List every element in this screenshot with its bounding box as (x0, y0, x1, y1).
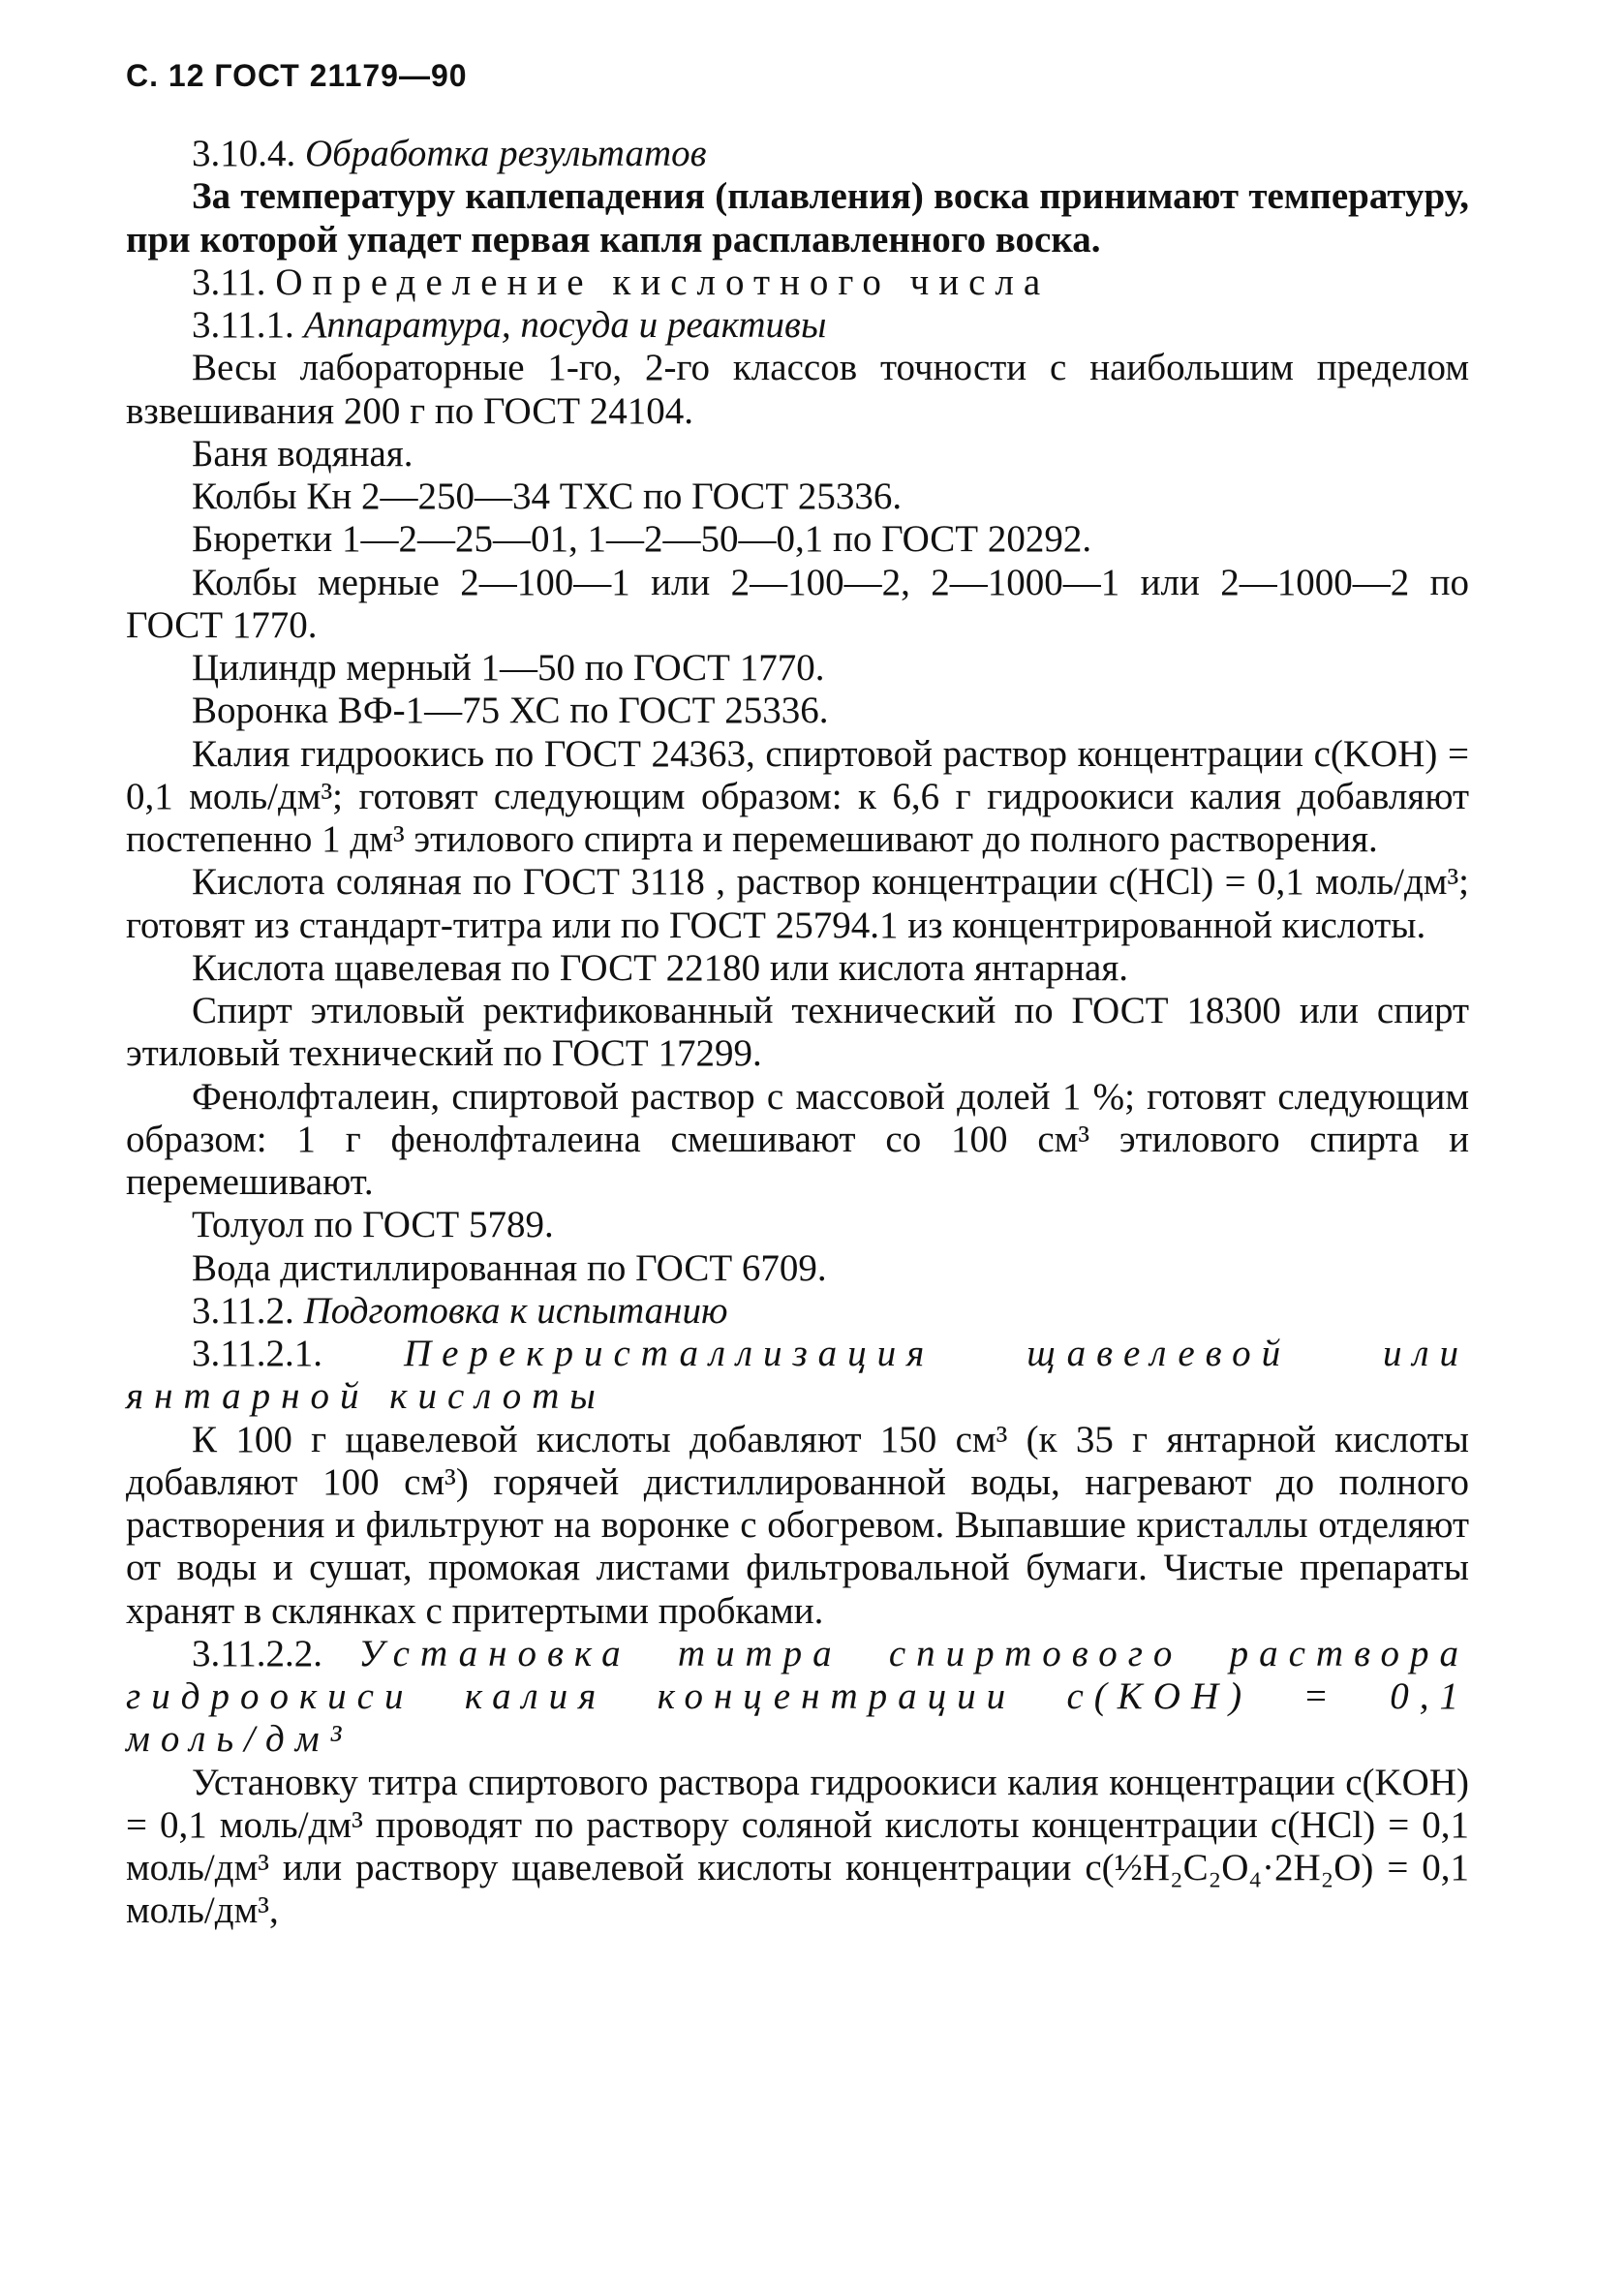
section-3-11-2-1-heading (126, 1333, 1469, 1419)
reagent-item: Кислота соляная по ГОСТ 3118 , раствор концентрации c(HCl) = 0,1 моль/дм³; готовят из стандарт-титра или по ГОСТ 25794.1 из концентрированной кислоты. (126, 861, 1469, 946)
section-3-11-1-heading (126, 304, 1469, 347)
reagent-item: Фенолфталеин, спиртовой раствор с массовой долей 1 %; готовят следующим образом: 1 г фенолфталеина смешивают со 100 см³ этилового спирта и перемешивают. (126, 1075, 1469, 1203)
section-title: Аппаратура, посуда и реактивы (303, 304, 827, 346)
section-3-11-2-1-text: К 100 г щавелевой кислоты добавляют 150 см³ (к 35 г янтарной кислоты добавляют 100 см³) горячей дистиллированной воды, нагревают до полного растворения и фильтруют на воронке с обогревом. Выпавшие кристаллы отделяют от воды и сушат, промокая листами фильтровальной бумаги. Чистые препараты хранят в склянках с притертыми пробками. (126, 1418, 1469, 1632)
document-body (126, 133, 1469, 1933)
section-number: 3.10.4. (192, 133, 296, 174)
section-number: 3.11.2.1. (192, 1333, 323, 1374)
reagent-item: Вода дистиллированная по ГОСТ 6709. (192, 1246, 827, 1289)
equipment-item: Воронка ВФ-1—75 ХС по ГОСТ 25336. (192, 690, 829, 732)
section-3-10-4-text: За температуру каплепадения (плавления) воска принимают температуру, при которой упадет первая капля расплавленного воска. (126, 175, 1469, 261)
reagent-item: Кислота щавелевая по ГОСТ 22180 или кислота янтарная. (192, 946, 1129, 989)
section-3-11-2-2-text: Установку титра спиртового раствора гидроокиси калия концентрации c(KOH) = 0,1 моль/дм³ проводят по раствору соляной кислоты концентрации c(HCl) = 0,1 моль/дм³ или раствору щавелевой кислоты концентрации c(½H₂C₂O₄·2H₂O) = 0,1 моль/дм³, (126, 1761, 1469, 1932)
section-title: Подготовка к испытанию (303, 1289, 728, 1332)
section-3-11-2-2-heading (126, 1633, 1469, 1762)
section-title: Определение кислотного числа (275, 261, 1051, 303)
section-title: Установка титра спиртового раствора гидроокиси калия концентрации c(KOH) = 0,1 моль/дм³ (126, 1632, 1469, 1761)
section-title: Перекристаллизация щавелевой или янтарной кислоты (126, 1333, 1469, 1418)
section-3-10-4-heading (126, 133, 1469, 175)
equipment-item: Колбы Кн 2—250—34 ТХС по ГОСТ 25336. (192, 476, 903, 517)
section-number: 3.11. (192, 261, 266, 303)
equipment-item: Баня водяная. (192, 432, 414, 475)
section-number: 3.11.2.2. (192, 1632, 323, 1674)
section-number: 3.11.2. (192, 1289, 294, 1332)
section-title: Обработка результатов (305, 133, 707, 174)
equipment-item: Весы лабораторные 1-го, 2-го классов точности с наибольшим пределом взвешивания 200 г по ГОСТ 24104. (126, 347, 1469, 432)
equipment-item: Бюретки 1—2—25—01, 1—2—50—0,1 по ГОСТ 20292. (192, 518, 1092, 561)
reagent-item: Спирт этиловый ректификованный технический по ГОСТ 18300 или спирт этиловый технический по ГОСТ 17299. (126, 990, 1469, 1075)
section-3-11-heading (126, 261, 1469, 304)
section-number: 3.11.1. (192, 304, 294, 346)
page-header: С. 12 ГОСТ 21179—90 (126, 58, 468, 93)
equipment-item: Цилиндр мерный 1—50 по ГОСТ 1770. (192, 647, 825, 689)
section-3-11-2-heading (126, 1290, 1469, 1333)
reagent-item: Калия гидроокись по ГОСТ 24363, спиртовой раствор концентрации c(KOH) = 0,1 моль/дм³; готовят следующим образом: к 6,6 г гидроокиси калия добавляют постепенно 1 дм³ этилового спирта и перемешивают до полного растворения. (126, 732, 1469, 860)
reagent-item: Толуол по ГОСТ 5789. (192, 1204, 554, 1246)
equipment-item: Колбы мерные 2—100—1 или 2—100—2, 2—1000—1 или 2—1000—2 по ГОСТ 1770. (126, 561, 1469, 646)
